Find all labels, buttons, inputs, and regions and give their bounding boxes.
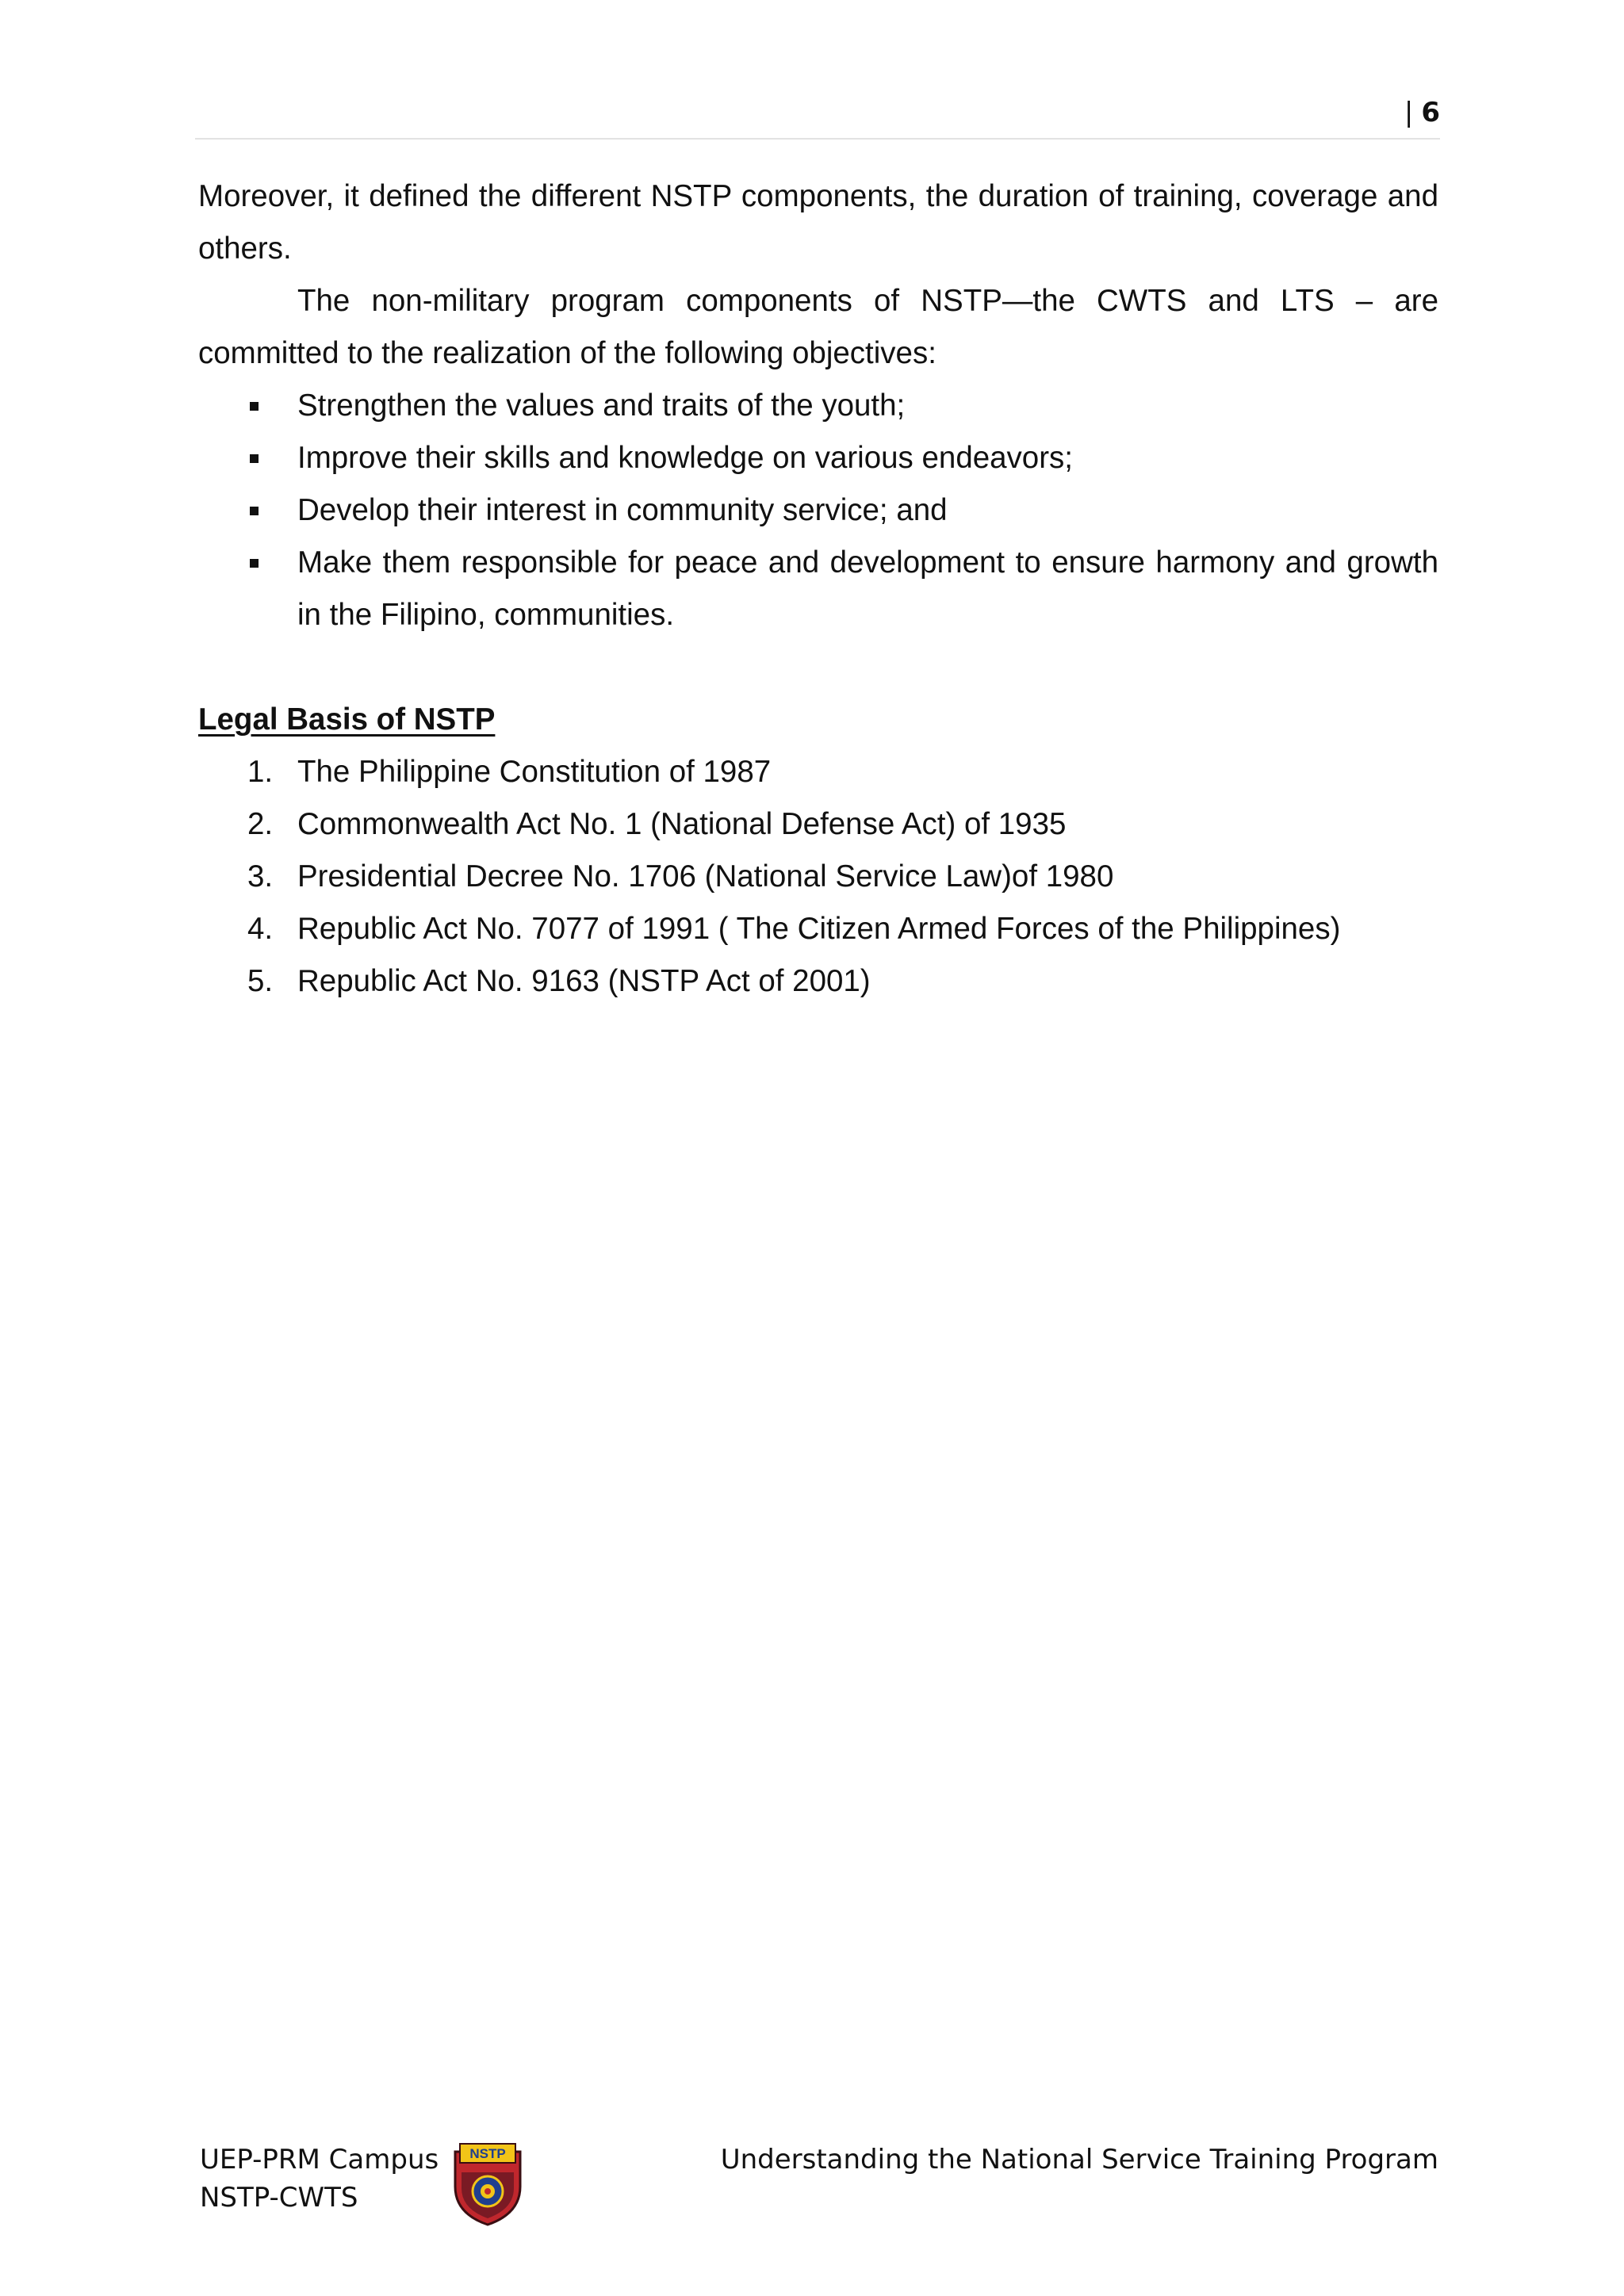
nstp-logo-icon xyxy=(450,2141,525,2228)
page-body xyxy=(198,170,1438,1008)
objective-text: Improve their skills and knowledge on various endeavors; xyxy=(297,441,1073,475)
objective-text: Strengthen the values and traits of the youth; xyxy=(297,388,906,423)
paragraph-intro: Moreover, it defined the different NSTP components, the duration of training, coverage and others. xyxy=(198,179,1438,266)
objective-item xyxy=(198,432,1438,484)
objective-item xyxy=(198,484,1438,537)
footer-left xyxy=(200,2141,439,2217)
legal-item xyxy=(198,903,1438,955)
legal-basis-list xyxy=(198,746,1438,1008)
footer-program: NSTP-CWTS xyxy=(200,2182,358,2214)
legal-item-text: Republic Act No. 7077 of 1991 ( The Citizen Armed Forces of the Philippines) xyxy=(297,912,1341,946)
square-bullet-icon xyxy=(250,507,259,515)
square-bullet-icon xyxy=(250,454,259,463)
objectives-list xyxy=(198,380,1438,641)
page-number xyxy=(1404,97,1440,128)
objective-item xyxy=(198,537,1438,641)
svg-text:NSTP: NSTP xyxy=(469,2146,506,2161)
legal-item-text: Republic Act No. 9163 (NSTP Act of 2001) xyxy=(297,964,871,998)
legal-item-text: Presidential Decree No. 1706 (National Service Law)of 1980 xyxy=(297,859,1114,894)
page-number-value: 6 xyxy=(1421,97,1440,128)
square-bullet-icon xyxy=(250,402,259,411)
legal-item xyxy=(198,798,1438,851)
objective-text: Make them responsible for peace and development to ensure harmony and growth in the Filipino, communities. xyxy=(297,545,1438,632)
legal-item xyxy=(198,851,1438,903)
legal-item-number: 1. xyxy=(247,755,274,789)
square-bullet-icon xyxy=(250,559,259,568)
objective-item xyxy=(198,380,1438,432)
footer-document-title: Understanding the National Service Training Program xyxy=(720,2144,1438,2175)
legal-item xyxy=(198,746,1438,798)
footer-campus: UEP-PRM Campus xyxy=(200,2144,439,2175)
legal-item-text: The Philippine Constitution of 1987 xyxy=(297,755,772,789)
legal-item-number: 2. xyxy=(247,807,274,841)
objective-text: Develop their interest in community service; and xyxy=(297,493,948,527)
legal-item-number: 5. xyxy=(247,964,274,998)
legal-item-text: Commonwealth Act No. 1 (National Defense Act) of 1935 xyxy=(297,807,1067,841)
page-number-separator: | xyxy=(1404,97,1414,128)
header-rule xyxy=(195,138,1440,140)
legal-item-number: 4. xyxy=(247,912,274,946)
legal-basis-heading: Legal Basis of NSTP xyxy=(198,702,496,737)
paragraph-objectives-intro: The non-military program components of NSTP—the CWTS and LTS – are committed to the realization of the following objectives: xyxy=(198,284,1438,370)
legal-item xyxy=(198,955,1438,1008)
legal-item-number: 3. xyxy=(247,859,274,894)
